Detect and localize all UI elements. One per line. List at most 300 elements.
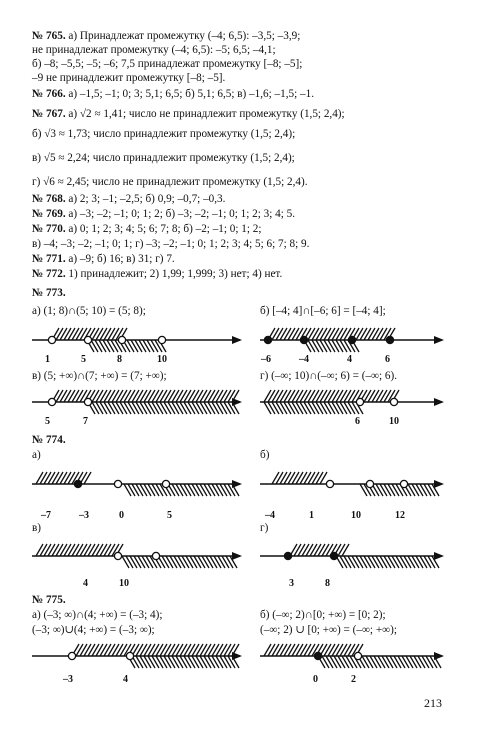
hatch-stroke: [56, 472, 63, 484]
hatch-stroke: [414, 656, 421, 668]
hatch-stroke: [108, 544, 115, 556]
hatch-stroke: [180, 644, 187, 656]
hatch-stroke: [104, 328, 111, 340]
hatch-stroke: [336, 644, 343, 656]
hatch-stroke: [300, 402, 307, 414]
hatch-stroke: [92, 390, 99, 402]
hatch-stroke: [212, 644, 219, 656]
hatch-stroke: [152, 644, 159, 656]
hatch-stroke: [144, 390, 151, 402]
hatch-stroke: [152, 390, 159, 402]
hatch-stroke: [338, 656, 345, 668]
hatch-stroke: [272, 402, 279, 414]
hatch-stroke: [190, 556, 197, 568]
axis-arrow: [434, 552, 444, 560]
hatch-stroke: [326, 656, 333, 668]
hatch-stroke: [132, 402, 139, 414]
hatch-stroke: [368, 390, 375, 402]
hatch-stroke: [172, 656, 179, 668]
hatch-stroke: [112, 390, 119, 402]
hatch-stroke: [276, 402, 283, 414]
hatch-stroke: [224, 656, 231, 668]
hatch-stroke: [376, 390, 383, 402]
text-line: [32, 108, 345, 121]
hatch-stroke: [152, 484, 159, 496]
hatch-stroke: [76, 328, 83, 340]
hatch-stroke: [428, 556, 435, 568]
hatch-stroke: [144, 656, 151, 668]
hatch-stroke: [152, 656, 159, 668]
line-text: г) √6 ≈ 2,45; число не принадлежит промежутку (1,5; 2,4).: [32, 176, 308, 188]
hatch-stroke: [386, 656, 393, 668]
hatch-stroke: [160, 402, 167, 414]
hatch-stroke: [292, 644, 299, 656]
hatch-stroke: [64, 472, 71, 484]
hatch-stroke: [284, 390, 291, 402]
open-point: [48, 398, 55, 405]
hatch-stroke: [212, 484, 219, 496]
hatch-stroke: [111, 340, 118, 352]
tick-label: 5: [167, 510, 172, 521]
ex773-v-axis: [32, 380, 242, 420]
hatch-stroke: [60, 390, 67, 402]
hatch-stroke: [224, 644, 231, 656]
text-line: [32, 152, 295, 165]
hatch-stroke: [320, 472, 327, 484]
hatch-stroke: [276, 328, 283, 340]
hatch-stroke: [180, 402, 187, 414]
hatch-stroke: [324, 644, 331, 656]
hatch-stroke: [156, 390, 163, 402]
hatch-stroke: [116, 644, 123, 656]
hatch-stroke: [212, 390, 219, 402]
hatch-stroke: [206, 556, 213, 568]
hatch-stroke: [310, 544, 317, 556]
ex774-a-label: а): [32, 449, 41, 461]
hatch-stroke: [116, 390, 123, 402]
open-point: [158, 336, 165, 343]
open-point: [162, 480, 169, 487]
hatch-stroke: [108, 402, 115, 414]
hatch-stroke: [146, 556, 153, 568]
hatch-stroke: [64, 390, 71, 402]
hatch-stroke: [164, 656, 171, 668]
hatch-stroke: [148, 656, 155, 668]
hatch-stroke: [304, 390, 311, 402]
tick-label: 5: [45, 416, 50, 427]
ex775-title: № 775.: [32, 594, 66, 606]
hatch-stroke: [64, 328, 71, 340]
hatch-stroke: [412, 484, 419, 496]
hatch-stroke: [324, 340, 331, 352]
hatch-stroke: [398, 656, 405, 668]
hatch-stroke: [340, 390, 347, 402]
hatch-stroke: [318, 544, 325, 556]
hatch-stroke: [88, 644, 95, 656]
ex774-v-label: в): [32, 522, 42, 534]
tick-label: 0: [119, 510, 124, 521]
hatch-stroke: [300, 390, 307, 402]
hatch-stroke: [104, 402, 111, 414]
hatch-stroke: [140, 644, 147, 656]
hatch-stroke: [304, 644, 311, 656]
hatch-stroke: [418, 656, 425, 668]
hatch-stroke: [292, 402, 299, 414]
hatch-stroke: [208, 484, 215, 496]
hatch-stroke: [172, 390, 179, 402]
hatch-stroke: [352, 556, 359, 568]
hatch-stroke: [356, 328, 363, 340]
hatch-stroke: [176, 656, 183, 668]
hatch-stroke: [198, 556, 205, 568]
hatch-stroke: [394, 656, 401, 668]
exercise-number: № 765.: [32, 30, 66, 42]
hatch-stroke: [328, 340, 335, 352]
hatch-stroke: [276, 644, 283, 656]
hatch-stroke: [288, 328, 295, 340]
hatch-stroke: [112, 402, 119, 414]
hatch-stroke: [107, 340, 114, 352]
tick-label: –3: [63, 674, 73, 685]
hatch-stroke: [356, 556, 363, 568]
hatch-stroke: [91, 340, 98, 352]
hatch-stroke: [72, 544, 79, 556]
tick-label: 4: [83, 578, 88, 589]
hatch-stroke: [312, 402, 319, 414]
hatch-stroke: [320, 402, 327, 414]
exercise-number: № 771.: [32, 253, 66, 265]
hatch-stroke: [216, 644, 223, 656]
hatch-stroke: [184, 390, 191, 402]
hatch-stroke: [120, 402, 127, 414]
hatch-stroke: [364, 556, 371, 568]
hatch-stroke: [360, 556, 367, 568]
hatch-stroke: [340, 328, 347, 340]
hatch-stroke: [268, 644, 275, 656]
hatch-stroke: [160, 644, 167, 656]
hatch-stroke: [212, 656, 219, 668]
tick-label: 12: [395, 510, 405, 521]
hatch-stroke: [324, 390, 331, 402]
line-text: в) –4; –3; –2; –1; 0; 1; г) –3; –2; –1; 0; 1; 2; 3; 4; 5; 6; 7; 8; 9.: [32, 238, 310, 250]
hatch-stroke: [220, 390, 227, 402]
line-text: а) –9; б) 16; в) 31; г) 7.: [65, 253, 175, 265]
hatch-stroke: [164, 402, 171, 414]
hatch-stroke: [328, 328, 335, 340]
ex775-a2-label: (–3; ∞)∪(4; +∞) = (–3; ∞);: [32, 624, 155, 636]
hatch-stroke: [128, 402, 135, 414]
hatch-stroke: [130, 556, 137, 568]
hatch-stroke: [208, 402, 215, 414]
hatch-stroke: [272, 644, 279, 656]
hatch-stroke: [208, 390, 215, 402]
closed-point: [348, 336, 355, 343]
hatch-stroke: [112, 644, 119, 656]
hatch-stroke: [324, 402, 331, 414]
ex774-title: № 774.: [32, 434, 66, 446]
hatch-stroke: [40, 472, 47, 484]
hatch-stroke: [200, 644, 207, 656]
hatch-stroke: [302, 544, 309, 556]
hatch-stroke: [204, 484, 211, 496]
closed-point: [330, 552, 337, 559]
hatch-stroke: [344, 556, 351, 568]
ex775-b2-label: (–∞; 2) ∪ [0; +∞) = (–∞; +∞);: [260, 624, 397, 636]
tick-label: 8: [325, 578, 330, 589]
closed-point: [74, 480, 81, 487]
hatch-stroke: [296, 472, 303, 484]
hatch-stroke: [334, 656, 341, 668]
hatch-stroke: [404, 556, 411, 568]
hatch-stroke: [168, 644, 175, 656]
hatch-stroke: [144, 644, 151, 656]
hatch-stroke: [139, 340, 146, 352]
hatch-stroke: [168, 402, 175, 414]
hatch-stroke: [36, 544, 43, 556]
exercise-number: № 768.: [32, 193, 66, 205]
tick-label: –7: [41, 510, 51, 521]
hatch-stroke: [60, 472, 67, 484]
tick-label: 7: [83, 416, 88, 427]
hatch-stroke: [56, 544, 63, 556]
hatch-stroke: [208, 656, 215, 668]
hatch-stroke: [382, 656, 389, 668]
hatch-stroke: [138, 556, 145, 568]
hatch-stroke: [192, 644, 199, 656]
text-line: [32, 238, 309, 251]
line-text: б) –8; –5,5; –5; –6; 7,5 принадлежат промежутку [–8; –5];: [32, 58, 303, 70]
tick-label: 3: [289, 578, 294, 589]
open-point: [114, 552, 121, 559]
hatch-stroke: [408, 556, 415, 568]
page-number: 213: [424, 696, 442, 710]
hatch-stroke: [128, 390, 135, 402]
hatch-stroke: [348, 390, 355, 402]
hatch-stroke: [368, 328, 375, 340]
hatch-stroke: [344, 402, 351, 414]
hatch-stroke: [364, 390, 371, 402]
tick-label: 6: [385, 354, 390, 365]
hatch-stroke: [44, 472, 51, 484]
hatch-stroke: [308, 402, 315, 414]
hatch-stroke: [116, 402, 123, 414]
hatch-stroke: [316, 340, 323, 352]
hatch-stroke: [176, 390, 183, 402]
hatch-stroke: [280, 644, 287, 656]
ex774-b-label: б): [260, 449, 270, 461]
hatch-stroke: [144, 402, 151, 414]
hatch-stroke: [370, 656, 377, 668]
hatch-stroke: [276, 390, 283, 402]
tick-label: 6: [355, 416, 360, 427]
line-text: а) √2 ≈ 1,41; число не принадлежит промежутку (1,5; 2,4);: [65, 108, 345, 120]
hatch-stroke: [200, 402, 207, 414]
hatch-stroke: [208, 644, 215, 656]
exercise-number: № 772.: [32, 268, 66, 280]
hatch-stroke: [396, 556, 403, 568]
hatch-stroke: [300, 644, 307, 656]
tick-label: –4: [265, 510, 275, 521]
hatch-stroke: [103, 340, 110, 352]
hatch-stroke: [136, 656, 143, 668]
hatch-stroke: [368, 556, 375, 568]
text-line: [32, 176, 308, 189]
hatch-stroke: [136, 390, 143, 402]
line-text: не принадлежат промежутку (–4; 6,5): –5; 6,5; –4,1;: [32, 44, 276, 56]
hatch-stroke: [188, 656, 195, 668]
hatch-stroke: [40, 544, 47, 556]
hatch-stroke: [108, 328, 115, 340]
hatch-stroke: [268, 402, 275, 414]
hatch-stroke: [200, 656, 207, 668]
hatch-stroke: [224, 402, 231, 414]
axis-arrow: [434, 480, 444, 488]
hatch-stroke: [143, 340, 150, 352]
ex773-a-label: а) (1; 8)∩(5; 10) = (5; 8);: [32, 305, 146, 317]
hatch-stroke: [272, 328, 279, 340]
hatch-stroke: [288, 644, 295, 656]
hatch-stroke: [120, 644, 127, 656]
hatch-stroke: [312, 472, 319, 484]
hatch-stroke: [148, 644, 155, 656]
hatch-stroke: [288, 390, 295, 402]
ex773-b-axis: [260, 318, 444, 358]
hatch-stroke: [210, 556, 217, 568]
text-line: [32, 208, 295, 221]
hatch-stroke: [416, 556, 423, 568]
text-line: [32, 44, 276, 57]
tick-label: 5: [81, 354, 86, 365]
closed-point: [284, 552, 291, 559]
hatch-stroke: [360, 328, 367, 340]
hatch-stroke: [220, 644, 227, 656]
ex774-a-axis: [32, 462, 242, 502]
tick-label: 10: [389, 416, 399, 427]
hatch-stroke: [336, 390, 343, 402]
hatch-stroke: [340, 340, 347, 352]
open-point: [84, 336, 91, 343]
hatch-stroke: [202, 556, 209, 568]
hatch-stroke: [196, 402, 203, 414]
hatch-stroke: [144, 484, 151, 496]
hatch-stroke: [298, 544, 305, 556]
hatch-stroke: [348, 644, 355, 656]
open-point: [114, 480, 121, 487]
hatch-stroke: [288, 472, 295, 484]
hatch-stroke: [76, 390, 83, 402]
line-text: а) 0; 1; 2; 3; 4; 5; 6; 7; 8; б) –2; –1; 0; 1; 2;: [65, 223, 262, 235]
hatch-stroke: [280, 390, 287, 402]
hatch-stroke: [284, 328, 291, 340]
hatch-stroke: [164, 644, 171, 656]
hatch-stroke: [196, 644, 203, 656]
hatch-stroke: [136, 484, 143, 496]
line-text: а) 2; 3; –1; –2,5; б) 0,9; –0,7; –0,3.: [65, 193, 226, 205]
hatch-stroke: [280, 402, 287, 414]
line-text: 1) принадлежит; 2) 1,99; 1,999; 3) нет; 4) нет.: [65, 268, 283, 280]
hatch-stroke: [308, 328, 315, 340]
hatch-stroke: [296, 644, 303, 656]
line-text: а) Принадлежат промежутку (–4; 6,5): –3,5; –3,9;: [65, 30, 301, 42]
axis-arrow: [232, 398, 242, 406]
hatch-stroke: [92, 328, 99, 340]
hatch-stroke: [416, 484, 423, 496]
hatch-stroke: [188, 644, 195, 656]
hatch-stroke: [220, 656, 227, 668]
hatch-stroke: [408, 484, 415, 496]
hatch-stroke: [216, 484, 223, 496]
text-line: [32, 30, 300, 43]
hatch-stroke: [346, 656, 353, 668]
hatch-stroke: [344, 390, 351, 402]
hatch-stroke: [84, 472, 91, 484]
hatch-stroke: [268, 390, 275, 402]
text-line: [32, 253, 175, 266]
hatch-stroke: [184, 644, 191, 656]
open-point: [84, 398, 91, 405]
hatch-stroke: [96, 544, 103, 556]
text-line: [32, 72, 225, 85]
hatch-stroke: [96, 402, 103, 414]
hatch-stroke: [172, 644, 179, 656]
text-line: [32, 58, 302, 71]
hatch-stroke: [52, 544, 59, 556]
open-point: [152, 552, 159, 559]
hatch-stroke: [196, 656, 203, 668]
hatch-stroke: [380, 328, 387, 340]
hatch-stroke: [136, 644, 143, 656]
hatch-stroke: [136, 402, 143, 414]
exercise-number: № 769.: [32, 208, 66, 220]
tick-label: –6: [261, 354, 271, 365]
hatch-stroke: [186, 556, 193, 568]
hatch-stroke: [192, 390, 199, 402]
line-text: б) √3 ≈ 1,73; число принадлежит промежутку (1,5; 2,4);: [32, 128, 296, 140]
hatch-stroke: [48, 472, 55, 484]
hatch-stroke: [392, 484, 399, 496]
hatch-stroke: [151, 340, 158, 352]
hatch-stroke: [128, 484, 135, 496]
hatch-stroke: [100, 544, 107, 556]
hatch-stroke: [104, 644, 111, 656]
open-point: [356, 398, 363, 405]
hatch-stroke: [140, 402, 147, 414]
hatch-stroke: [296, 390, 303, 402]
hatch-stroke: [422, 656, 429, 668]
hatch-stroke: [200, 390, 207, 402]
ex775-a-axis: [32, 634, 242, 674]
hatch-stroke: [348, 556, 355, 568]
hatch-stroke: [164, 390, 171, 402]
hatch-stroke: [44, 544, 51, 556]
hatch-stroke: [332, 340, 339, 352]
hatch-stroke: [72, 328, 79, 340]
hatch-stroke: [218, 556, 225, 568]
hatch-stroke: [336, 402, 343, 414]
hatch-stroke: [316, 402, 323, 414]
hatch-stroke: [380, 484, 387, 496]
hatch-stroke: [196, 390, 203, 402]
tick-label: 1: [45, 354, 50, 365]
axis-arrow: [232, 652, 242, 660]
hatch-stroke: [224, 390, 231, 402]
open-point: [400, 480, 407, 487]
ex774-g-label: г): [260, 522, 269, 534]
hatch-stroke: [108, 644, 115, 656]
hatch-stroke: [100, 644, 107, 656]
hatch-stroke: [280, 328, 287, 340]
hatch-stroke: [126, 556, 133, 568]
